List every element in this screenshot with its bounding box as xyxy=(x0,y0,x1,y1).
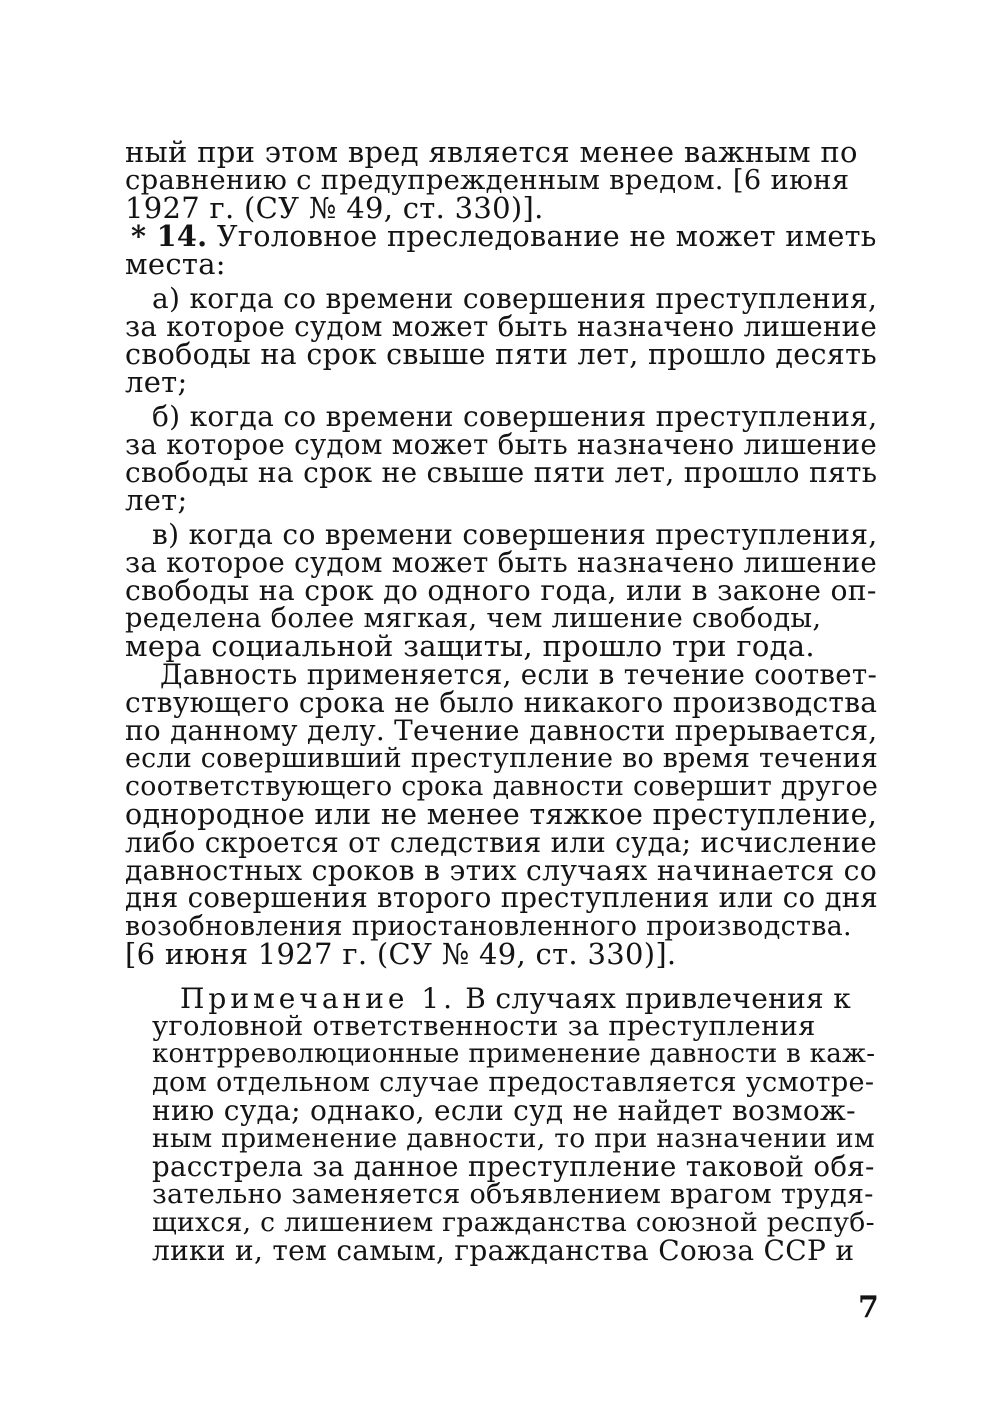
article-number: * 14. xyxy=(131,219,208,253)
note-line: дом отдельном случае предоставляется усмотре- xyxy=(152,1067,875,1098)
note-label: Примечание 1. xyxy=(180,982,457,1015)
text-line: а) когда со времени совершения преступления, xyxy=(152,282,878,315)
text-line: возобновления приостановленного производства. xyxy=(125,911,852,942)
note-line: лики и, тем самым, гражданства Союза ССР и xyxy=(152,1234,855,1267)
note-line: ным применение давности, то при назначении им xyxy=(152,1123,875,1154)
text-line: лет; xyxy=(125,483,188,517)
note-line: расстрела за данное преступление таковой обя- xyxy=(152,1150,875,1183)
text-line: дня совершения второго преступления или со дня xyxy=(125,882,879,914)
note-line: нию суда; однако, если суд не найдет возмож- xyxy=(152,1094,856,1127)
article-text: Уголовное преследование не может иметь xyxy=(216,219,877,253)
text-line: свободы на срок до одного года, или в законе оп- xyxy=(125,574,877,607)
text-line: б) когда со времени совершения преступления, xyxy=(152,400,878,433)
text-line: свободы на срок не свыше пяти лет, прошло пять xyxy=(125,456,878,489)
note-line: щихся, с лишением гражданства союзной респуб- xyxy=(152,1207,875,1238)
note-line: контрреволюционные применение давности в каж- xyxy=(152,1039,876,1069)
text-line: соответствующего срока давности совершит другое xyxy=(125,771,879,802)
text-line: 1927 г. (СУ № 49, ст. 330)]. xyxy=(125,191,544,225)
text-line: сравнению с предупрежденным вредом. [6 июня xyxy=(125,165,850,196)
text-line: за которое судом может быть назначено лишение xyxy=(125,428,878,461)
text-line: мера социальной защиты, прошло три года. xyxy=(125,629,815,663)
note-text: В случаях привлечения к xyxy=(465,982,852,1015)
text-line: в) когда со времени совершения преступления, xyxy=(152,518,878,551)
text-line: [6 июня 1927 г. (СУ № 49, ст. 330)]. xyxy=(125,937,677,971)
page-number: 7 xyxy=(858,1290,879,1325)
note-line: уголовной ответственности за преступления xyxy=(152,1011,816,1042)
article-heading-line xyxy=(131,219,877,253)
text-line: ствующего срока не было никакого производства xyxy=(125,686,878,719)
note-line: зательно заменяется объявлением врагом трудя- xyxy=(152,1179,874,1210)
text-line: Давность применяется, если в течение соответ- xyxy=(160,658,878,691)
text-line: свободы на срок свыше пяти лет, прошло десять xyxy=(125,338,877,371)
text-line: однородное или не менее тяжкое преступление, xyxy=(125,798,878,831)
text-line: места: xyxy=(125,247,226,281)
text-line: лет; xyxy=(125,365,188,399)
text-line: либо скроется от следствия или суда; исчисление xyxy=(125,826,878,859)
text-line: давностных сроков в этих случаях начинается со xyxy=(125,854,878,887)
text-line: ный при этом вред является менее важным по xyxy=(125,135,858,169)
text-line: если совершивший преступление во время течения xyxy=(125,743,879,774)
text-line: за которое судом может быть назначено лишение xyxy=(125,310,878,343)
text-line: за которое судом может быть назначено лишение xyxy=(125,546,878,579)
note-heading-line xyxy=(180,984,874,1013)
text-line: по данному делу. Течение давности прерывается, xyxy=(125,714,878,747)
text-line: ределена более мягкая, чем лишение свободы, xyxy=(125,603,822,634)
